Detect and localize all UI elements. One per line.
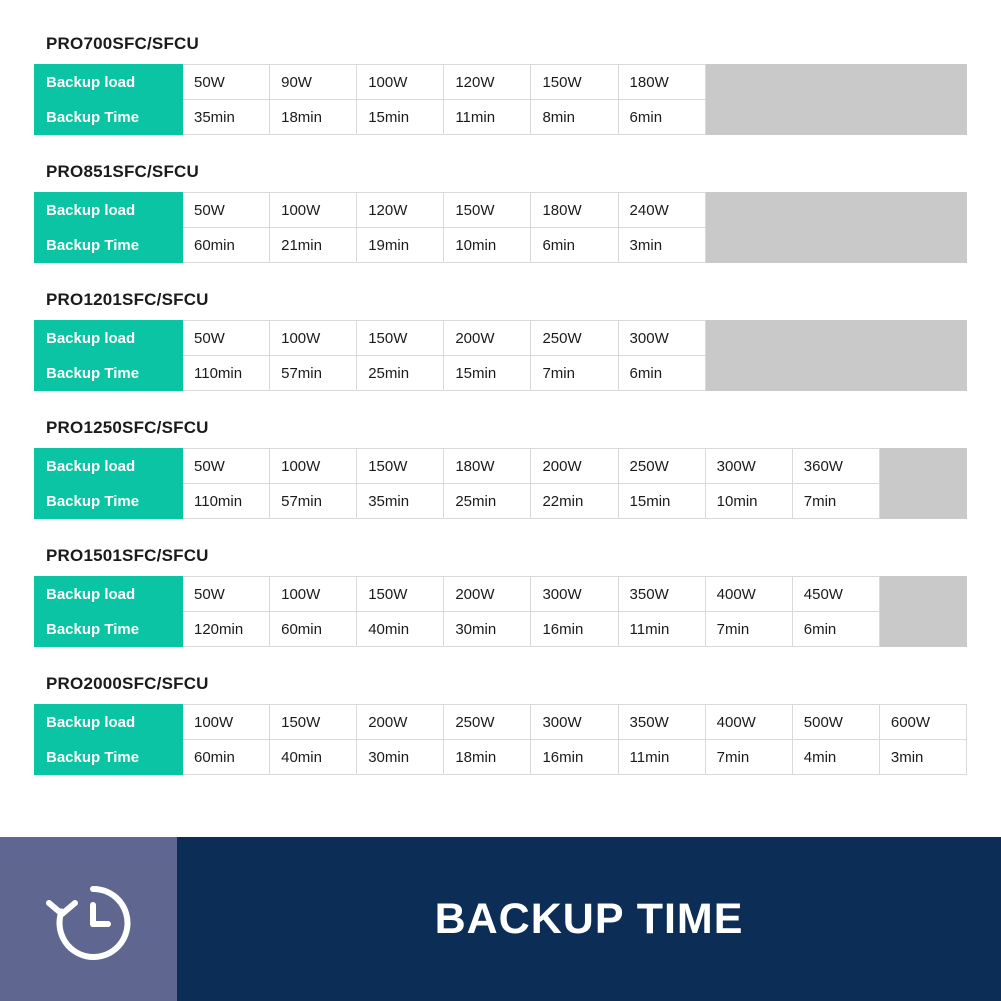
table-row [35, 740, 967, 775]
footer-banner [0, 837, 1001, 1001]
cell-time: 7min [531, 356, 618, 391]
cell-empty [792, 356, 879, 391]
cell-time: 40min [270, 740, 357, 775]
cell-load: 180W [444, 449, 531, 484]
cell-time: 18min [444, 740, 531, 775]
backup-table [34, 704, 967, 775]
model-title: PRO700SFC/SFCU [46, 34, 200, 53]
cell-time: 6min [531, 228, 618, 263]
row-label-backup-load: Backup load [35, 705, 183, 740]
table-row [35, 100, 967, 135]
row-label-backup-time: Backup Time [35, 612, 183, 647]
cell-time: 11min [444, 100, 531, 135]
model-title: PRO2000SFC/SFCU [46, 674, 209, 693]
table-row [35, 449, 967, 484]
table-block [34, 290, 967, 391]
cell-empty [792, 193, 879, 228]
cell-load: 150W [270, 705, 357, 740]
cell-time: 19min [357, 228, 444, 263]
cell-load: 300W [705, 449, 792, 484]
cell-time: 35min [357, 484, 444, 519]
cell-time: 15min [444, 356, 531, 391]
cell-time: 7min [705, 740, 792, 775]
cell-load: 50W [183, 321, 270, 356]
table-row [35, 705, 967, 740]
table-block [34, 162, 967, 263]
cell-empty [879, 100, 966, 135]
backup-table [34, 320, 967, 391]
cell-empty [879, 65, 966, 100]
table-row [35, 612, 967, 647]
cell-load: 100W [270, 449, 357, 484]
cell-load: 100W [357, 65, 444, 100]
row-label-backup-time: Backup Time [35, 484, 183, 519]
cell-time: 35min [183, 100, 270, 135]
cell-empty [705, 193, 792, 228]
cell-empty [705, 65, 792, 100]
row-label-backup-time: Backup Time [35, 228, 183, 263]
cell-load: 350W [618, 577, 705, 612]
cell-load: 120W [357, 193, 444, 228]
cell-empty [792, 321, 879, 356]
cell-time: 40min [357, 612, 444, 647]
cell-time: 7min [792, 484, 879, 519]
cell-empty [879, 321, 966, 356]
cell-time: 25min [357, 356, 444, 391]
cell-empty [792, 100, 879, 135]
cell-empty [792, 228, 879, 263]
cell-time: 6min [618, 356, 705, 391]
cell-time: 10min [705, 484, 792, 519]
cell-load: 50W [183, 65, 270, 100]
cell-load: 50W [183, 577, 270, 612]
cell-empty [879, 193, 966, 228]
cell-time: 3min [879, 740, 966, 775]
cell-load: 100W [183, 705, 270, 740]
cell-load: 300W [531, 577, 618, 612]
cell-load: 100W [270, 321, 357, 356]
cell-load: 450W [792, 577, 879, 612]
cell-load: 400W [705, 577, 792, 612]
cell-time: 22min [531, 484, 618, 519]
cell-time: 3min [618, 228, 705, 263]
row-label-backup-load: Backup load [35, 193, 183, 228]
backup-table [34, 448, 967, 519]
clock-rewind-icon [37, 867, 141, 971]
cell-load: 180W [618, 65, 705, 100]
table-row [35, 228, 967, 263]
table-row [35, 321, 967, 356]
cell-time: 57min [270, 484, 357, 519]
cell-empty [705, 228, 792, 263]
footer-title-panel [177, 837, 1001, 1001]
cell-time: 110min [183, 484, 270, 519]
cell-empty [792, 65, 879, 100]
cell-empty [879, 577, 966, 612]
cell-time: 4min [792, 740, 879, 775]
cell-load: 200W [531, 449, 618, 484]
cell-empty [879, 356, 966, 391]
backup-table [34, 192, 967, 263]
cell-load: 360W [792, 449, 879, 484]
cell-load: 200W [444, 321, 531, 356]
cell-load: 250W [444, 705, 531, 740]
cell-load: 200W [444, 577, 531, 612]
row-label-backup-load: Backup load [35, 577, 183, 612]
cell-load: 150W [357, 449, 444, 484]
row-label-backup-load: Backup load [35, 449, 183, 484]
cell-time: 60min [183, 740, 270, 775]
cell-load: 90W [270, 65, 357, 100]
cell-time: 8min [531, 100, 618, 135]
row-label-backup-time: Backup Time [35, 100, 183, 135]
cell-load: 350W [618, 705, 705, 740]
cell-time: 18min [270, 100, 357, 135]
cell-time: 60min [270, 612, 357, 647]
row-label-backup-time: Backup Time [35, 740, 183, 775]
row-label-backup-time: Backup Time [35, 356, 183, 391]
cell-empty [879, 484, 966, 519]
cell-time: 6min [618, 100, 705, 135]
cell-load: 150W [357, 321, 444, 356]
table-row [35, 577, 967, 612]
cell-load: 240W [618, 193, 705, 228]
table-block [34, 418, 967, 519]
cell-load: 500W [792, 705, 879, 740]
table-row [35, 356, 967, 391]
cell-load: 150W [531, 65, 618, 100]
cell-time: 7min [705, 612, 792, 647]
cell-time: 10min [444, 228, 531, 263]
table-block [34, 34, 967, 135]
cell-time: 110min [183, 356, 270, 391]
cell-load: 120W [444, 65, 531, 100]
cell-load: 150W [444, 193, 531, 228]
cell-empty [705, 100, 792, 135]
cell-load: 100W [270, 577, 357, 612]
cell-time: 15min [618, 484, 705, 519]
table-row [35, 65, 967, 100]
cell-load: 300W [531, 705, 618, 740]
cell-time: 30min [357, 740, 444, 775]
cell-load: 100W [270, 193, 357, 228]
cell-empty [705, 321, 792, 356]
model-title: PRO851SFC/SFCU [46, 162, 200, 181]
model-title: PRO1501SFC/SFCU [46, 546, 209, 565]
cell-time: 16min [531, 612, 618, 647]
cell-load: 50W [183, 449, 270, 484]
cell-load: 150W [357, 577, 444, 612]
footer-title: BACKUP TIME [434, 894, 744, 943]
cell-load: 300W [618, 321, 705, 356]
cell-load: 250W [531, 321, 618, 356]
model-title: PRO1250SFC/SFCU [46, 418, 209, 437]
cell-time: 60min [183, 228, 270, 263]
cell-empty [705, 356, 792, 391]
backup-table [34, 64, 967, 135]
cell-time: 30min [444, 612, 531, 647]
row-label-backup-load: Backup load [35, 321, 183, 356]
table-row [35, 193, 967, 228]
table-block [34, 546, 967, 647]
model-title: PRO1201SFC/SFCU [46, 290, 209, 309]
cell-load: 50W [183, 193, 270, 228]
cell-load: 180W [531, 193, 618, 228]
cell-empty [879, 612, 966, 647]
cell-time: 120min [183, 612, 270, 647]
cell-load: 600W [879, 705, 966, 740]
cell-load: 400W [705, 705, 792, 740]
cell-time: 16min [531, 740, 618, 775]
table-row [35, 484, 967, 519]
cell-time: 57min [270, 356, 357, 391]
table-block [34, 674, 967, 775]
cell-empty [879, 449, 966, 484]
cell-time: 6min [792, 612, 879, 647]
cell-time: 25min [444, 484, 531, 519]
cell-load: 200W [357, 705, 444, 740]
backup-table [34, 576, 967, 647]
cell-time: 21min [270, 228, 357, 263]
cell-time: 11min [618, 740, 705, 775]
cell-load: 250W [618, 449, 705, 484]
row-label-backup-load: Backup load [35, 65, 183, 100]
cell-empty [879, 228, 966, 263]
cell-time: 11min [618, 612, 705, 647]
footer-icon-panel [0, 837, 177, 1001]
cell-time: 15min [357, 100, 444, 135]
